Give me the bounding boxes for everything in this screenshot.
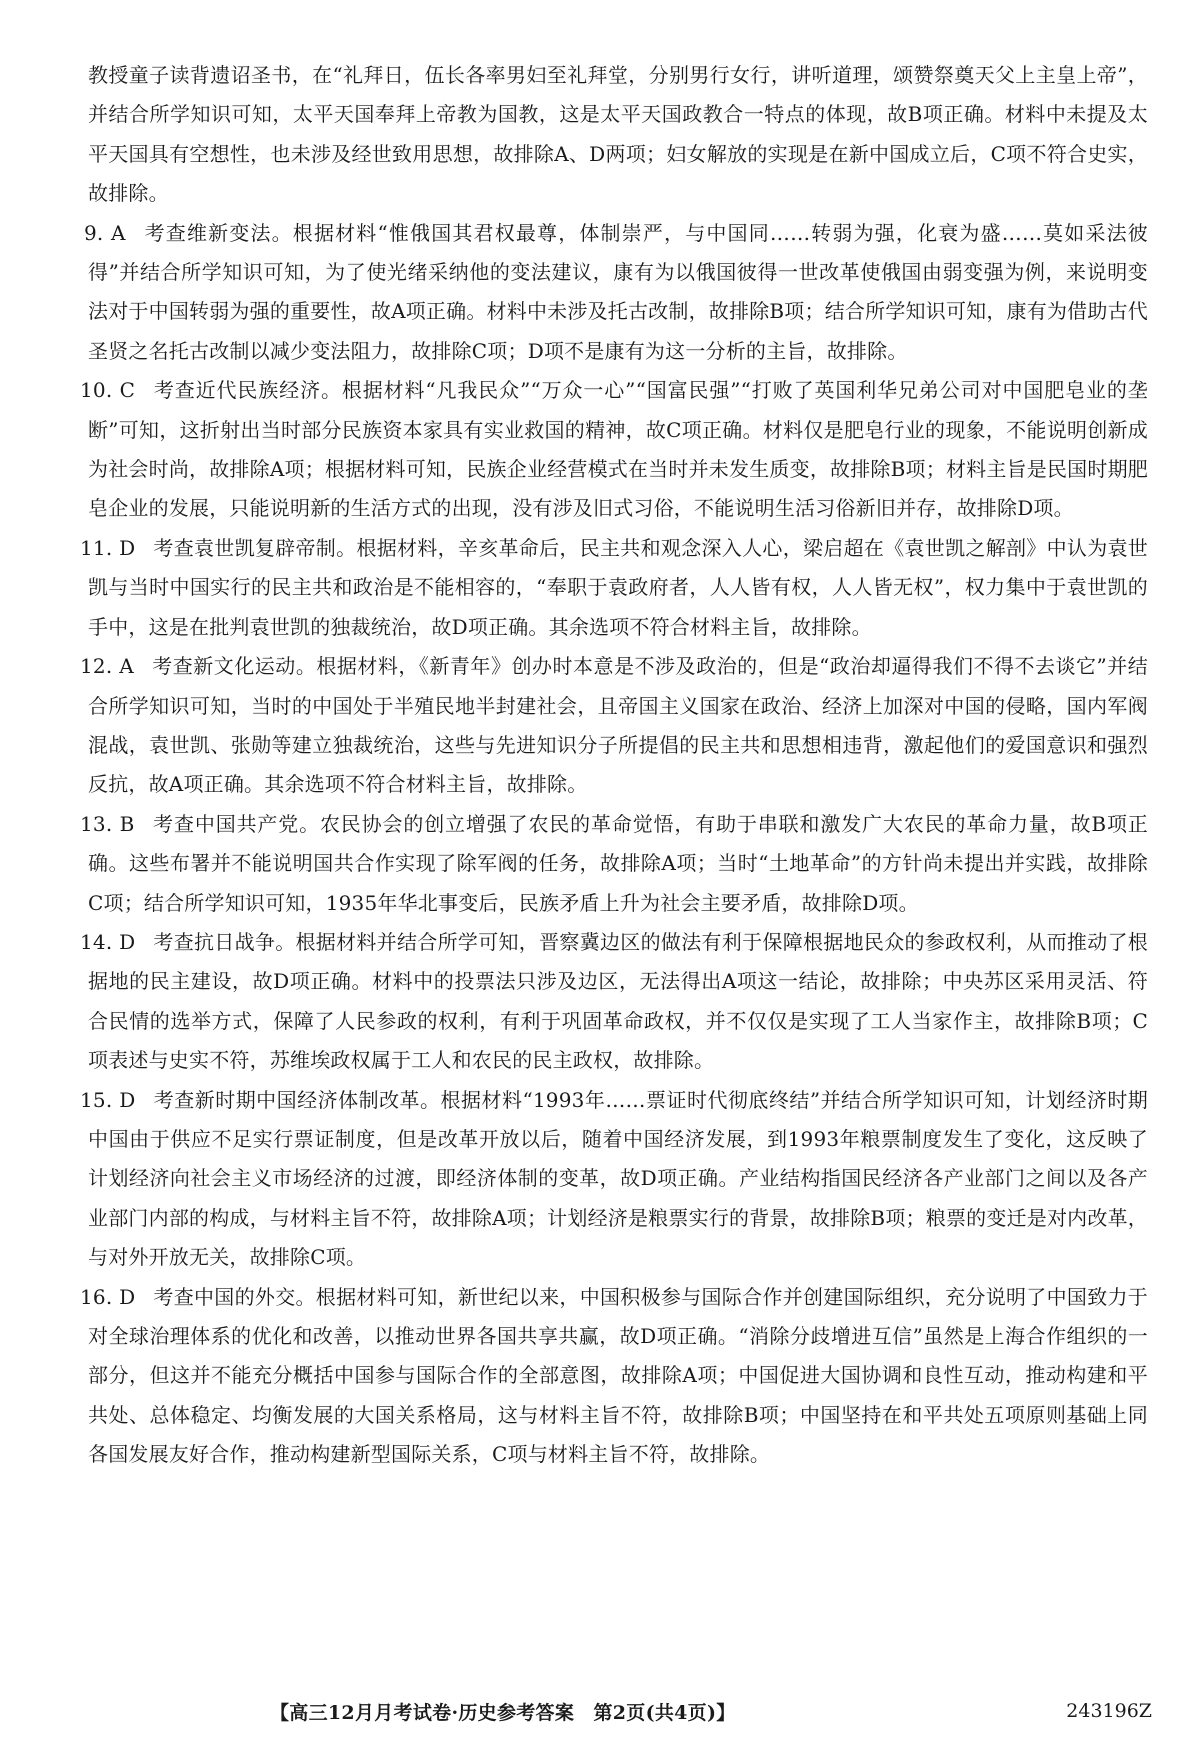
answer-item-14 bbox=[80, 923, 1148, 1081]
answer-item-12 bbox=[80, 647, 1148, 805]
answer-explanation: 考查新文化运动。根据材料，《新青年》创办时本意是不涉及政治的，但是“政治却逼得我们不得不去谈它”并结合所学知识可知，当时的中国处于半殖民地半封建社会，且帝国主义国家在政治、经济上加深对中国的侵略，国内军阀混战，袁世凯、张勋等建立独裁统治，这些与先进知识分子所提倡的民主共和思想相违背，激起他们的爱国意识和强烈反抗，故A项正确。其余选项不符合材料主旨，故排除。 bbox=[88, 654, 1148, 797]
answer-number: 15. D bbox=[80, 1087, 136, 1112]
answer-item-16 bbox=[80, 1278, 1148, 1475]
page-footer-code: 243196Z bbox=[1066, 1700, 1152, 1722]
answer-item-9 bbox=[84, 214, 1148, 372]
answer-content bbox=[80, 56, 1148, 1475]
answer-number: 13. B bbox=[80, 811, 135, 836]
answer-explanation: 考查近代民族经济。根据材料“凡我民众”“万众一心”“国富民强”“打败了英国利华兄弟公司对中国肥皂业的垄断”可知，这折射出当时部分民族资本家具有实业救国的精神，故C项正确。材料仅是肥皂行业的现象，不能说明创新成为社会时尚，故排除A项；根据材料可知，民族企业经营模式在当时并未发生质变，故排除B项；材料主旨是民国时期肥皂企业的发展，只能说明新的生活方式的出现，没有涉及旧式习俗，不能说明生活习俗新旧并存，故排除D项。 bbox=[88, 378, 1148, 521]
answer-explanation: 考查新时期中国经济体制改革。根据材料“1993年……票证时代彻底终结”并结合所学知识可知，计划经济时期中国由于供应不足实行票证制度，但是改革开放以后，随着中国经济发展，到1993年粮票制度发生了变化，这反映了计划经济向社会主义市场经济的过渡，即经济体制的变革，故D项正确。产业结构指国民经济各产业部门之间以及各产业部门内部的构成，与材料主旨不符，故排除A项；计划经济是粮票实行的背景，故排除B项；粮票的变迁是对内改革，与对外开放无关，故排除C项。 bbox=[88, 1087, 1148, 1270]
answer-number: 10. C bbox=[80, 378, 136, 403]
answer-number: 14. D bbox=[80, 929, 136, 954]
answer-number: 16. D bbox=[80, 1284, 136, 1309]
answer-number: 12. A bbox=[80, 654, 134, 679]
page-footer-title: 【高三12月月考试卷·历史参考答案 第2页(共4页)】 bbox=[270, 1702, 736, 1724]
answer-explanation: 考查维新变法。根据材料“惟俄国其君权最尊，体制崇严，与中国同……转弱为强，化衰为盛……莫如采法彼得”并结合所学知识可知，为了使光绪采纳他的变法建议，康有为以俄国彼得一世改革使俄国由弱变强为例，来说明变法对于中国转弱为强的重要性，故A项正确。材料中未涉及托古改制，故排除B项；结合所学知识可知，康有为借助古代圣贤之名托古改制以减少变法阻力，故排除C项；D项不是康有为这一分析的主旨，故排除。 bbox=[88, 220, 1148, 363]
answer-explanation: 考查中国共产党。农民协会的创立增强了农民的革命觉悟，有助于串联和激发广大农民的革命力量，故B项正确。这些布署并不能说明国共合作实现了除军阀的任务，故排除A项；当时“土地革命”的方针尚未提出并实践，故排除C项；结合所学知识可知，1935年华北事变后，民族矛盾上升为社会主要矛盾，故排除D项。 bbox=[88, 811, 1148, 915]
answer-item-15 bbox=[80, 1081, 1148, 1278]
answer-item-10 bbox=[80, 371, 1148, 529]
answer-number: 9. A bbox=[84, 220, 126, 245]
answer-explanation: 考查抗日战争。根据材料并结合所学可知，晋察冀边区的做法有利于保障根据地民众的参政权利，从而推动了根据地的民主建设，故D项正确。材料中的投票法只涉及边区，无法得出A项这一结论，故排除；中央苏区采用灵活、符合民情的选举方式，保障了人民参政的权利，有利于巩固革命政权，并不仅仅是实现了工人当家作主，故排除B项；C项表述与史实不符，苏维埃政权属于工人和农民的民主政权，故排除。 bbox=[88, 929, 1148, 1073]
intro-paragraph: 教授童子读背遗诏圣书，在“礼拜日，伍长各率男妇至礼拜堂，分别男行女行，讲听道理，颂赞祭奠天父上主皇上帝”，并结合所学知识可知，太平天国奉拜上帝教为国教，这是太平天国政教合一特点的体现，故B项正确。材料中未提及太平天国具有空想性，也未涉及经世致用思想，故排除A、D两项；妇女解放的实现是在新中国成立后，C项不符合史实，故排除。 bbox=[88, 63, 1148, 206]
answer-item-11 bbox=[80, 529, 1148, 647]
answer-explanation: 考查中国的外交。根据材料可知，新世纪以来，中国积极参与国际合作并创建国际组织，充分说明了中国致力于对全球治理体系的优化和改善，以推动世界各国共享共赢，故D项正确。“消除分歧增进互信”虽然是上海合作组织的一部分，但这并不能充分概括中国参与国际合作的全部意图，故排除A项；中国促进大国协调和良性互动，推动构建和平共处、总体稳定、均衡发展的大国关系格局，这与材料主旨不符，故排除B项；中国坚持在和平共处五项原则基础上同各国发展友好合作，推动构建新型国际关系，C项与材料主旨不符，故排除。 bbox=[88, 1284, 1148, 1467]
answer-number: 11. D bbox=[80, 535, 136, 560]
answer-item-13 bbox=[80, 805, 1148, 923]
answer-explanation: 考查袁世凯复辟帝制。根据材料，辛亥革命后，民主共和观念深入人心，梁启超在《袁世凯之解剖》中认为袁世凯与当时中国实行的民主共和政治是不能相容的，“奉职于袁政府者，人人皆有权，人人皆无权”，权力集中于袁世凯的手中，这是在批判袁世凯的独裁统治，故D项正确。其余选项不符合材料主旨，故排除。 bbox=[88, 535, 1148, 639]
